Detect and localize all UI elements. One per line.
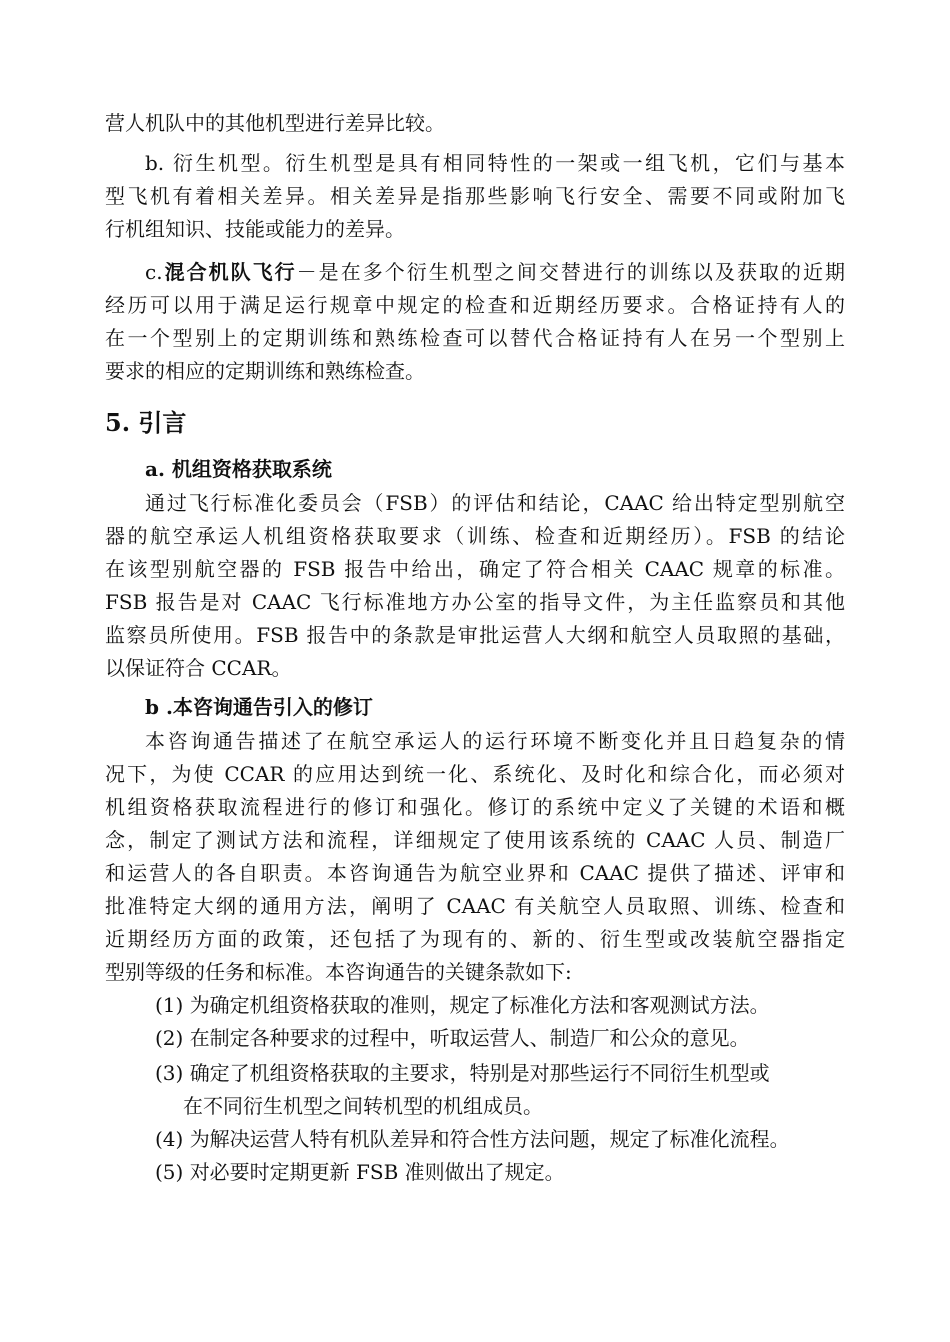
paragraph-line: 机组资格获取流程进行的修订和强化。修订的系统中定义了关键的术语和概 (105, 795, 845, 819)
list-item: (5) 对必要时定期更新 FSB 准则做出了规定。 (155, 1160, 565, 1184)
paragraph-line: 近期经历方面的政策，还包括了为现有的、新的、衍生型或改装航空器指定 (105, 927, 845, 951)
paragraph-line: 在一个型别上的定期训练和熟练检查可以替代合格证持有人在另一个型别上 (105, 326, 845, 350)
list-item: (1) 为确定机组资格获取的准则，规定了标准化方法和客观测试方法。 (155, 993, 770, 1017)
list-item: (2) 在制定各种要求的过程中，听取运营人、制造厂和公众的意见。 (155, 1026, 750, 1050)
paragraph-line: 况下，为使 CCAR 的应用达到统一化、系统化、及时化和综合化，而必须对 (105, 762, 845, 786)
paragraph-line: 和运营人的各自职责。本咨询通告为航空业界和 CAAC 提供了描述、评审和 (105, 861, 845, 885)
paragraph-line: 在该型别航空器的 FSB 报告中给出，确定了符合相关 CAAC 规章的标准。 (105, 557, 845, 581)
paragraph-line: 监察员所使用。FSB 报告中的条款是审批运营人大纲和航空人员取照的基础， (105, 623, 845, 647)
paragraph-line: 营人机队中的其他机型进行差异比较。 (105, 111, 445, 135)
subsection-heading: b .本咨询通告引入的修订 (145, 695, 373, 719)
paragraph-line: 批准特定大纲的通用方法，阐明了 CAAC 有关航空人员取照、训练、检查和 (105, 894, 845, 918)
paragraph-line: 经历可以用于满足运行规章中规定的检查和近期经历要求。合格证持有人的 (105, 293, 845, 317)
list-item: (3) 确定了机组资格获取的主要求，特别是对那些运行不同衍生机型或 (155, 1061, 770, 1085)
paragraph-line: 要求的相应的定期训练和熟练检查。 (105, 359, 425, 383)
paragraph-line: 型飞机有着相关差异。相关差异是指那些影响飞行安全、需要不同或附加飞 (105, 184, 845, 208)
definition-text: －是在多个衍生机型之间交替进行的训练以及获取的近期 (296, 260, 846, 284)
list-item: (4) 为解决运营人特有机队差异和符合性方法问题，规定了标准化流程。 (155, 1127, 790, 1151)
paragraph-line: b. 衍生机型。衍生机型是具有相同特性的一架或一组飞机，它们与基本 (145, 151, 845, 175)
paragraph-line: 行机组知识、技能或能力的差异。 (105, 217, 405, 241)
paragraph-line: FSB 报告是对 CAAC 飞行标准地方办公室的指导文件，为主任监察员和其他 (105, 590, 845, 614)
paragraph-line: 本咨询通告描述了在航空承运人的运行环境不断变化并且日趋复杂的情 (145, 729, 845, 753)
paragraph-line: 器的航空承运人机组资格获取要求（训练、检查和近期经历）。FSB 的结论 (105, 524, 845, 548)
defined-term: 混合机队飞行 (162, 260, 297, 284)
paragraph-line: 以保证符合 CCAR。 (105, 656, 292, 680)
paragraph-first-line (145, 258, 845, 286)
subsection-heading: a. 机组资格获取系统 (145, 457, 332, 481)
paragraph-line: 念，制定了测试方法和流程，详细规定了使用该系统的 CAAC 人员、制造厂 (105, 828, 845, 852)
section-heading: 5. 引言 (105, 408, 187, 437)
paragraph-line: 通过飞行标准化委员会（FSB）的评估和结论，CAAC 给出特定型别航空 (145, 491, 845, 515)
item-letter: c. (145, 260, 163, 284)
paragraph-line: 型别等级的任务和标准。本咨询通告的关键条款如下: (105, 960, 572, 984)
list-item-continuation: 在不同衍生机型之间转机型的机组成员。 (183, 1094, 543, 1118)
